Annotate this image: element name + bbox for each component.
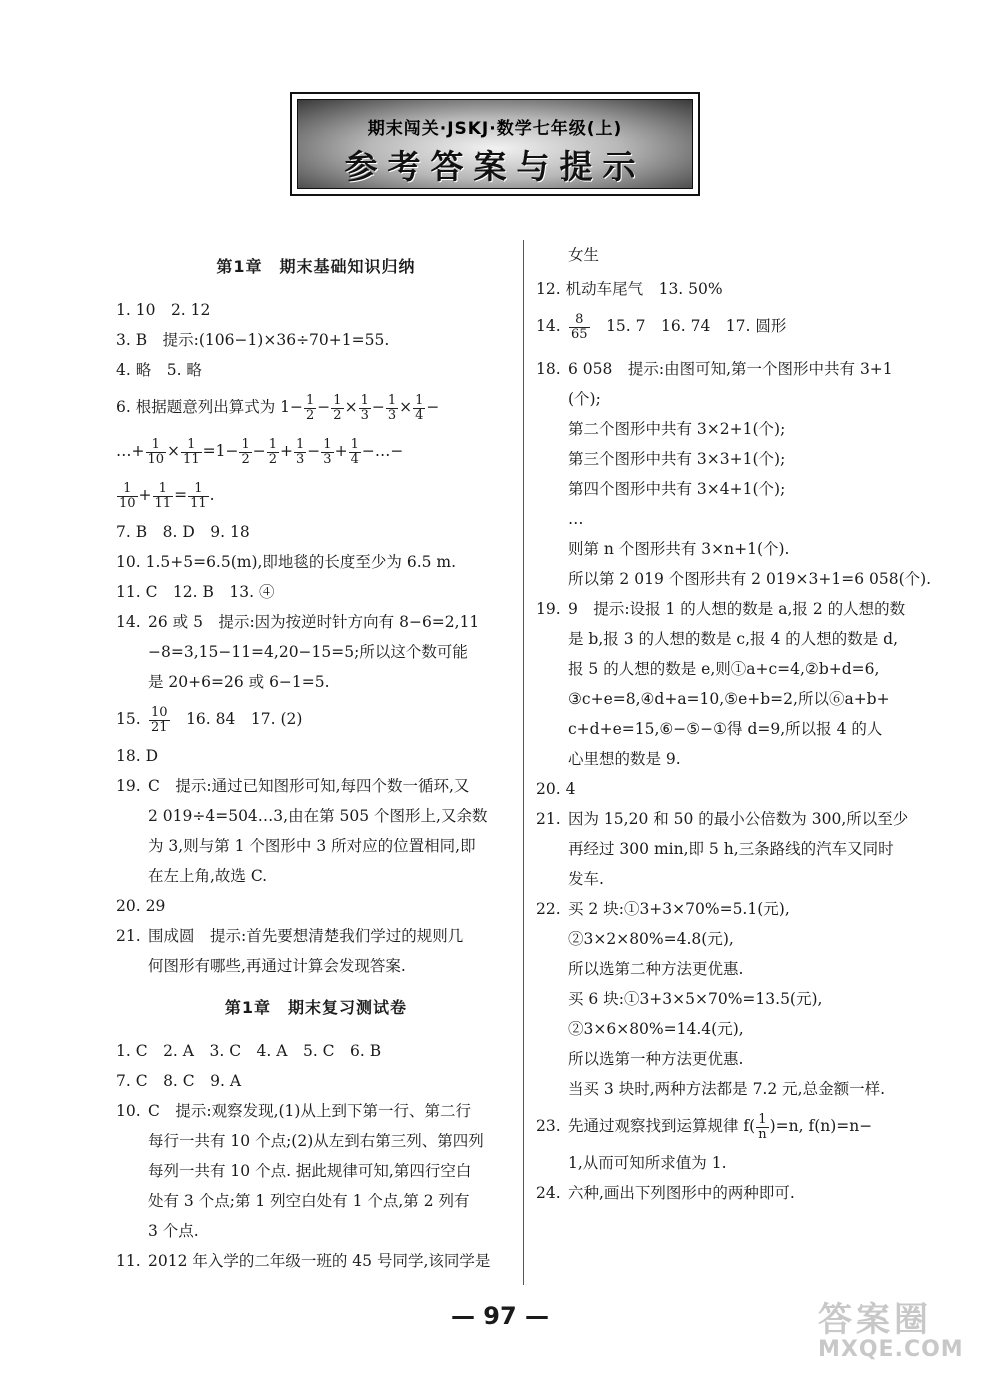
answer-line: 18. 6 058 提示:由图可知,第一个图形中共有 3+1	[536, 360, 893, 378]
answer-line: 4. 略 5. 略	[116, 361, 202, 379]
fraction: $\frac{1}{4}$	[350, 436, 359, 467]
answer-continuation: 第四个图形中共有 3×4+1(个);	[568, 480, 786, 498]
right-column	[536, 240, 946, 1208]
left-column	[116, 240, 516, 1276]
answer-line: 19. 9 提示:设报 1 的人想的数是 a,报 2 的人想的数	[536, 600, 906, 618]
answer-continuation: 在左上角,故选 C.	[148, 867, 268, 885]
answer-continuation: ③c+e=8,④d+a=10,⑤e+b=2,所以⑥a+b+	[568, 690, 890, 708]
answer-continuation: …	[568, 510, 584, 528]
answer-continuation: ②3×2×80%=4.8(元),	[568, 930, 734, 948]
fraction: $\frac{1}{3}$	[387, 392, 397, 423]
watermark-text: 答案圈	[818, 1300, 932, 1340]
answer-line: 10. C 提示:观察发现,(1)从上到下第一行、第二行	[116, 1102, 471, 1120]
fraction: $\frac{1}{10}$	[147, 436, 165, 467]
answer-continuation: 则第 n 个图形共有 3×n+1(个).	[568, 540, 790, 558]
answer-continuation: 1,从而可知所求值为 1.	[568, 1154, 727, 1172]
answer-line: 10. 1.5+5=6.5(m),即地毯的长度至少为 6.5 m.	[116, 553, 457, 571]
answer-line: 18. D	[116, 747, 159, 765]
answer-line: 22. 买 2 块:①3+3×70%=5.1(元),	[536, 900, 790, 918]
answer-continuation: −8=3,15−11=4,20−15=5;所以这个数可能	[148, 643, 468, 661]
fraction: $\frac{1}{3}$	[360, 392, 369, 423]
watermark-logo	[818, 1292, 988, 1372]
fraction: $\frac{10}{21}$	[151, 704, 168, 735]
answer-continuation: 第三个图形中共有 3×3+1(个);	[568, 450, 786, 468]
answer-continuation: 心里想的数是 9.	[568, 750, 681, 768]
answer-continuation: 所以选第一种方法更优惠.	[568, 1050, 744, 1068]
answer-line: 21. 围成圆 提示:首先要想清楚我们学过的规则几	[116, 927, 464, 945]
answer-line: 20. 4	[536, 780, 576, 798]
fraction: $\frac{1}{11}$	[183, 436, 200, 467]
answer-line: 1. 10 2. 12	[116, 301, 211, 319]
answer-continuation: 3 个点.	[148, 1222, 199, 1240]
answer-line: …+ $\frac{1}{10}$ × $\frac{1}{11}$ =1− $\frac{1}{2}$ − $\frac{1}{2}$ + $\frac{1}{3}$ − $\frac{1}{3}$ + $\frac{1}{4}$ −…−	[116, 436, 404, 467]
answer-continuation: 每行一共有 10 个点;(2)从左到右第三列、第四列	[148, 1132, 484, 1150]
fraction: $\frac{1}{10}$	[119, 480, 136, 511]
answer-continuation: 每列一共有 10 个点. 据此规律可知,第四行空白	[148, 1162, 472, 1180]
fraction: $\frac{1}{2}$	[333, 392, 342, 423]
answer-line: 11. C 12. B 13. ④	[116, 583, 275, 601]
fraction: $\frac{1}{4}$	[415, 392, 424, 423]
answer-line: 24. 六种,画出下列图形中的两种即可.	[536, 1184, 795, 1202]
fraction: $\frac{1}{2}$	[306, 392, 315, 423]
page-number: — 97 —	[450, 1302, 550, 1330]
answer-continuation: 女生	[568, 246, 600, 264]
answer-continuation: ②3×6×80%=14.4(元),	[568, 1020, 744, 1038]
answer-line: 1. C 2. A 3. C 4. A 5. C 6. B	[116, 1042, 382, 1060]
fraction: $\frac{1}{2}$	[268, 436, 277, 467]
header-banner-inner	[297, 99, 693, 189]
banner-title: 参考答案与提示	[344, 147, 646, 186]
answer-line: 12. 机动车尾气 13. 50%	[536, 280, 723, 298]
answer-continuation: 报 5 的人想的数是 e,则①a+c=4,②b+d=6,	[568, 660, 880, 678]
answer-continuation: 是 b,报 3 的人想的数是 c,报 4 的人想的数是 d,	[568, 630, 899, 648]
header-banner	[290, 92, 700, 196]
answer-continuation: 为 3,则与第 1 个图形中 3 所对应的位置相同,即	[148, 837, 476, 855]
answer-continuation: 所以第 2 019 个图形共有 2 019×3+1=6 058(个).	[568, 570, 932, 588]
answer-line: 14. $\frac{8}{65}$ 15. 7 16. 74 17. 圆形	[536, 311, 787, 342]
answer-continuation: 处有 3 个点;第 1 列空白处有 1 个点,第 2 列有	[148, 1192, 470, 1210]
banner-subtitle: 期末闯关·JSKJ·数学七年级(上)	[367, 119, 623, 139]
answer-line: 14. 26 或 5 提示:因为按逆时针方向有 8−6=2,11	[116, 613, 480, 631]
answer-continuation: 买 6 块:①3+3×5×70%=13.5(元),	[568, 990, 823, 1008]
fraction: $\frac{1}{3}$	[296, 436, 305, 467]
answer-continuation: 所以选第二种方法更优惠.	[568, 960, 744, 978]
answer-continuation: 当买 3 块时,两种方法都是 7.2 元,总金额一样.	[568, 1080, 886, 1098]
section-title: 第1章 期末复习测试卷	[224, 998, 408, 1017]
answer-line: 21. 因为 15,20 和 50 的最小公倍数为 300,所以至少	[536, 810, 909, 828]
fraction: $\frac{1}{11}$	[190, 480, 207, 511]
answer-line: 7. C 8. C 9. A	[116, 1072, 242, 1090]
answer-continuation: 发车.	[568, 870, 604, 888]
fraction: $\frac{1}{n}$	[758, 1111, 767, 1142]
answer-line: 20. 29	[116, 897, 166, 915]
answer-continuation: 2 019÷4=504…3,由在第 505 个图形上,又余数	[148, 807, 488, 825]
answer-continuation: 第二个图形中共有 3×2+1(个);	[568, 420, 786, 438]
answer-continuation: 何图形有哪些,再通过计算会发现答案.	[148, 957, 406, 975]
fraction: $\frac{1}{11}$	[154, 480, 172, 511]
answer-continuation: 再经过 300 min,即 5 h,三条路线的汽车又同时	[568, 840, 894, 858]
section-title: 第1章 期末基础知识归纳	[216, 257, 416, 276]
fraction: $\frac{1}{2}$	[241, 436, 250, 467]
answer-line: 7. B 8. D 9. 18	[116, 523, 250, 541]
answer-line: 3. B 提示:(106−1)×36÷70+1=55.	[116, 331, 390, 349]
column-divider	[523, 240, 524, 1285]
fraction: $\frac{1}{3}$	[323, 436, 332, 467]
answer-line: $\frac{1}{10}$ + $\frac{1}{11}$ = $\frac{1}{11}$ .	[119, 480, 215, 511]
answer-continuation: (个);	[568, 390, 601, 408]
watermark-url: MXQE.COM	[818, 1337, 964, 1362]
answer-line: 23. 先通过观察找到运算规律 f( $\frac{1}{n}$ )=n, f(n)=n−	[536, 1111, 873, 1142]
fraction: $\frac{8}{65}$	[571, 311, 588, 342]
answer-continuation: c+d+e=15,⑥−⑤−①得 d=9,所以报 4 的人	[568, 720, 883, 738]
answer-line: 19. C 提示:通过已知图形可知,每四个数一循环,又	[116, 777, 470, 795]
answer-continuation: 是 20+6=26 或 6−1=5.	[148, 673, 330, 691]
answer-line: 6. 根据题意列出算式为 1− $\frac{1}{2}$ − $\frac{1}{2}$ × $\frac{1}{3}$ − $\frac{1}{3}$ × $\frac{1}{4}$ −	[116, 392, 440, 423]
answer-line: 15. $\frac{10}{21}$ 16. 84 17. (2)	[116, 704, 303, 735]
answer-line: 11. 2012 年入学的二年级一班的 45 号同学,该同学是	[116, 1252, 491, 1270]
